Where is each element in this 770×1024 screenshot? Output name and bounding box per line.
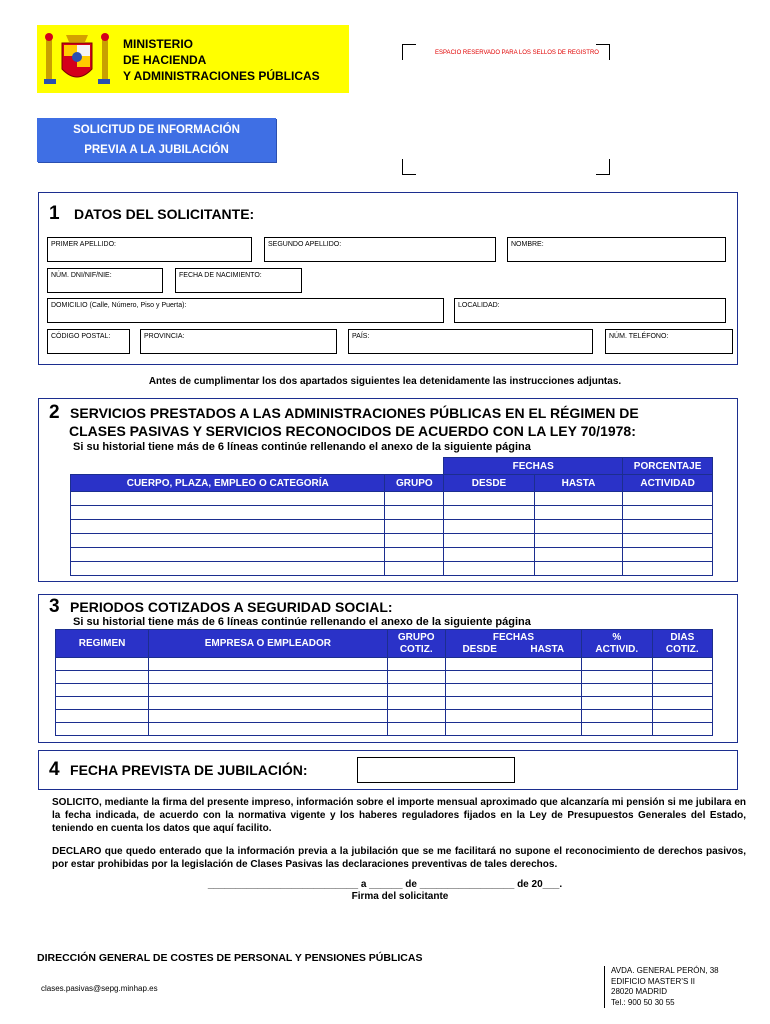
cell[interactable] — [445, 723, 581, 736]
cell[interactable] — [652, 697, 712, 710]
section-number: 4 — [49, 759, 60, 780]
cell[interactable] — [385, 492, 444, 506]
form-title-line: PREVIA A LA JUBILACIÓN — [84, 144, 229, 156]
address-line: 28020 MADRID — [611, 987, 668, 996]
field-segundo-apellido[interactable]: SEGUNDO APELLIDO: — [264, 237, 496, 262]
retirement-date-field[interactable] — [357, 757, 515, 783]
cell[interactable] — [623, 520, 713, 534]
section-title-line-2: CLASES PASIVAS Y SERVICIOS RECONOCIDOS DE ACUERDO CON LA LEY 70/1978: — [69, 423, 636, 439]
cell[interactable] — [623, 492, 713, 506]
cell[interactable] — [652, 723, 712, 736]
cell[interactable] — [149, 684, 387, 697]
cell[interactable] — [444, 520, 534, 534]
blank-header — [71, 458, 444, 475]
cell[interactable] — [581, 697, 652, 710]
table-row — [71, 534, 713, 548]
cell[interactable] — [56, 697, 149, 710]
cell[interactable] — [71, 548, 385, 562]
header-porcentaje: PORCENTAJE — [623, 458, 713, 475]
header-line: ACTIVID. — [595, 643, 639, 655]
cell[interactable] — [581, 658, 652, 671]
form-title-line: SOLICITUD DE INFORMACIÓN — [73, 124, 240, 136]
header-hasta: HASTA — [530, 643, 565, 655]
cell[interactable] — [534, 562, 622, 576]
header-line: COTIZ. — [399, 643, 433, 655]
section-title: SERVICIOS PRESTADOS A LAS ADMINISTRACIONES PÚBLICAS EN EL RÉGIMEN DE — [70, 405, 639, 421]
header-fechas — [445, 630, 581, 658]
header-grupo-cotiz — [387, 630, 445, 658]
cell[interactable] — [149, 671, 387, 684]
cell[interactable] — [71, 520, 385, 534]
ministry-line: Y ADMINISTRACIONES PÚBLICAS — [123, 69, 320, 83]
direccion-general: DIRECCIÓN GENERAL DE COSTES DE PERSONAL Y PENSIONES PÚBLICAS — [37, 952, 423, 964]
field-telefono[interactable]: NÚM. TELÉFONO: — [605, 329, 733, 354]
table-row — [71, 520, 713, 534]
header-pct-actividad — [581, 630, 652, 658]
field-domicilio[interactable]: DOMICILIO (Calle, Número, Piso y Puerta): — [47, 298, 444, 323]
cell[interactable] — [534, 520, 622, 534]
section-2-heading — [49, 402, 639, 424]
section-4-heading — [49, 759, 308, 781]
cell[interactable] — [444, 534, 534, 548]
cell[interactable] — [581, 671, 652, 684]
header-line: % — [612, 631, 622, 643]
instructions-note: Antes de cumplimentar los dos apartados siguientes lea detenidamente las instrucciones adjuntas. — [148, 376, 622, 387]
cell[interactable] — [534, 548, 622, 562]
cotizations-table — [55, 629, 713, 736]
cell[interactable] — [71, 534, 385, 548]
cell[interactable] — [623, 506, 713, 520]
field-dni[interactable]: NÚM. DNI/NIF/NIE: — [47, 268, 163, 293]
cell[interactable] — [385, 548, 444, 562]
address-line: Tel.: 900 50 30 55 — [611, 997, 675, 1007]
postal-address — [604, 966, 719, 1008]
cell[interactable] — [71, 506, 385, 520]
section-1-heading — [49, 203, 254, 225]
cell[interactable] — [56, 671, 149, 684]
signature-label: Firma del solicitante — [351, 891, 449, 902]
cell[interactable] — [581, 723, 652, 736]
ministry-name — [123, 36, 320, 84]
header-hasta: HASTA — [534, 475, 622, 492]
section-3-heading — [49, 596, 393, 618]
header-desde: DESDE — [462, 643, 497, 655]
cell[interactable] — [387, 710, 445, 723]
cell[interactable] — [387, 671, 445, 684]
cell[interactable] — [444, 492, 534, 506]
cell[interactable] — [623, 534, 713, 548]
cell[interactable] — [444, 506, 534, 520]
cell[interactable] — [149, 697, 387, 710]
section-title: FECHA PREVISTA DE JUBILACIÓN: — [70, 762, 308, 778]
field-provincia[interactable]: PROVINCIA: — [140, 329, 337, 354]
cell[interactable] — [445, 671, 581, 684]
address-line: EDIFICIO MASTER’S II — [611, 976, 696, 986]
table-row — [56, 658, 713, 671]
field-fecha-nacimiento[interactable]: FECHA DE NACIMIENTO: — [175, 268, 302, 293]
cell[interactable] — [385, 506, 444, 520]
cell[interactable] — [581, 684, 652, 697]
cell[interactable] — [581, 710, 652, 723]
cell[interactable] — [444, 548, 534, 562]
cell[interactable] — [652, 671, 712, 684]
table-row — [56, 710, 713, 723]
cell[interactable] — [71, 492, 385, 506]
ministry-line: DE HACIENDA — [123, 53, 207, 67]
cell[interactable] — [445, 697, 581, 710]
cell[interactable] — [652, 684, 712, 697]
header-line: FECHAS — [492, 631, 534, 643]
header-grupo: GRUPO — [385, 475, 444, 492]
section-title: DATOS DEL SOLICITANTE: — [74, 206, 255, 222]
table-row — [56, 671, 713, 684]
section-3-note: Si su historial tiene más de 6 líneas continúe rellenando el anexo de la siguiente página — [73, 616, 531, 628]
field-nombre[interactable]: NOMBRE: — [507, 237, 726, 262]
cell[interactable] — [445, 658, 581, 671]
cell[interactable] — [652, 710, 712, 723]
cell[interactable] — [387, 658, 445, 671]
header-regimen: REGIMEN — [56, 630, 149, 658]
cell[interactable] — [534, 506, 622, 520]
section-number: 2 — [49, 402, 60, 423]
cell[interactable] — [56, 684, 149, 697]
cell[interactable] — [387, 723, 445, 736]
header-desde: DESDE — [444, 475, 534, 492]
cell[interactable] — [385, 562, 444, 576]
cell[interactable] — [56, 658, 149, 671]
stamp-corner-bl — [402, 159, 416, 175]
header-fechas: FECHAS — [444, 458, 623, 475]
cell[interactable] — [445, 710, 581, 723]
table-row — [71, 506, 713, 520]
header-empresa: EMPRESA O EMPLEADOR — [149, 630, 387, 658]
stamp-corner-br — [596, 159, 610, 175]
cell[interactable] — [149, 658, 387, 671]
cell[interactable] — [387, 684, 445, 697]
header-dias-cotiz — [652, 630, 712, 658]
section-number: 3 — [49, 596, 60, 617]
table-row — [56, 684, 713, 697]
form-title — [37, 118, 276, 162]
ministry-line: MINISTERIO — [123, 37, 194, 51]
field-pais[interactable]: PAÍS: — [348, 329, 593, 354]
stamp-label: ESPACIO RESERVADO PARA LOS SELLOS DE REGISTRO — [435, 50, 599, 56]
section-number: 1 — [49, 203, 60, 224]
table-row — [56, 723, 713, 736]
section-2-note: Si su historial tiene más de 6 líneas continúe rellenando el anexo de la siguiente página — [73, 441, 531, 453]
field-primer-apellido[interactable]: PRIMER APELLIDO: — [47, 237, 252, 262]
cell[interactable] — [534, 534, 622, 548]
signature-date-line[interactable]: ___________________________ a ______ de _________________ de 20___. — [207, 879, 563, 890]
table-row — [56, 697, 713, 710]
address-line: AVDA. GENERAL PERÓN, 38 — [611, 966, 719, 975]
header-line: COTIZ. — [665, 643, 699, 655]
header-actividad: ACTIVIDAD — [623, 475, 713, 492]
solicito-paragraph: SOLICITO, mediante la firma del presente impreso, información sobre el importe mensual aproximado que alcanzaría mi pensión si me jubilara en la fecha indicada, de acuerdo con la normativa vigente y los haberes reguladores fijados en la Ley de Presupuestos Generales del Estado, teniendo en cuenta los datos que aquí facilito. — [52, 797, 746, 834]
table-row — [71, 492, 713, 506]
cell[interactable] — [444, 562, 534, 576]
coat-of-arms-icon — [42, 31, 112, 89]
cell[interactable] — [385, 534, 444, 548]
field-codigo-postal[interactable]: CÓDIGO POSTAL: — [47, 329, 130, 354]
cell[interactable] — [71, 562, 385, 576]
table-row — [71, 548, 713, 562]
cell[interactable] — [652, 658, 712, 671]
cell[interactable] — [623, 548, 713, 562]
contact-email[interactable]: clases.pasivas@sepg.minhap.es — [41, 984, 158, 993]
cell[interactable] — [445, 684, 581, 697]
services-table — [70, 457, 713, 576]
header-cuerpo: CUERPO, PLAZA, EMPLEO O CATEGORÍA — [71, 475, 385, 492]
cell[interactable] — [149, 710, 387, 723]
cell[interactable] — [385, 520, 444, 534]
cell[interactable] — [623, 562, 713, 576]
cell[interactable] — [387, 697, 445, 710]
declaro-paragraph: DECLARO que quedo enterado que la información previa a la jubilación que se me facilitará no supone el reconocimiento de derechos pasivos, por estar prohibidas por la legislación de Clases Pasivas las declaraciones preventivas de tales derechos. — [52, 846, 746, 870]
header-line: DIAS — [670, 631, 695, 643]
table-row — [71, 562, 713, 576]
cell[interactable] — [56, 710, 149, 723]
header-fechas-sub — [446, 644, 581, 656]
cell[interactable] — [56, 723, 149, 736]
section-title: PERIODOS COTIZADOS A SEGURIDAD SOCIAL: — [70, 599, 393, 615]
stamp-corner-tl — [402, 44, 416, 60]
cell[interactable] — [534, 492, 622, 506]
field-localidad[interactable]: LOCALIDAD: — [454, 298, 726, 323]
header-line: GRUPO — [397, 631, 435, 643]
cell[interactable] — [149, 723, 387, 736]
